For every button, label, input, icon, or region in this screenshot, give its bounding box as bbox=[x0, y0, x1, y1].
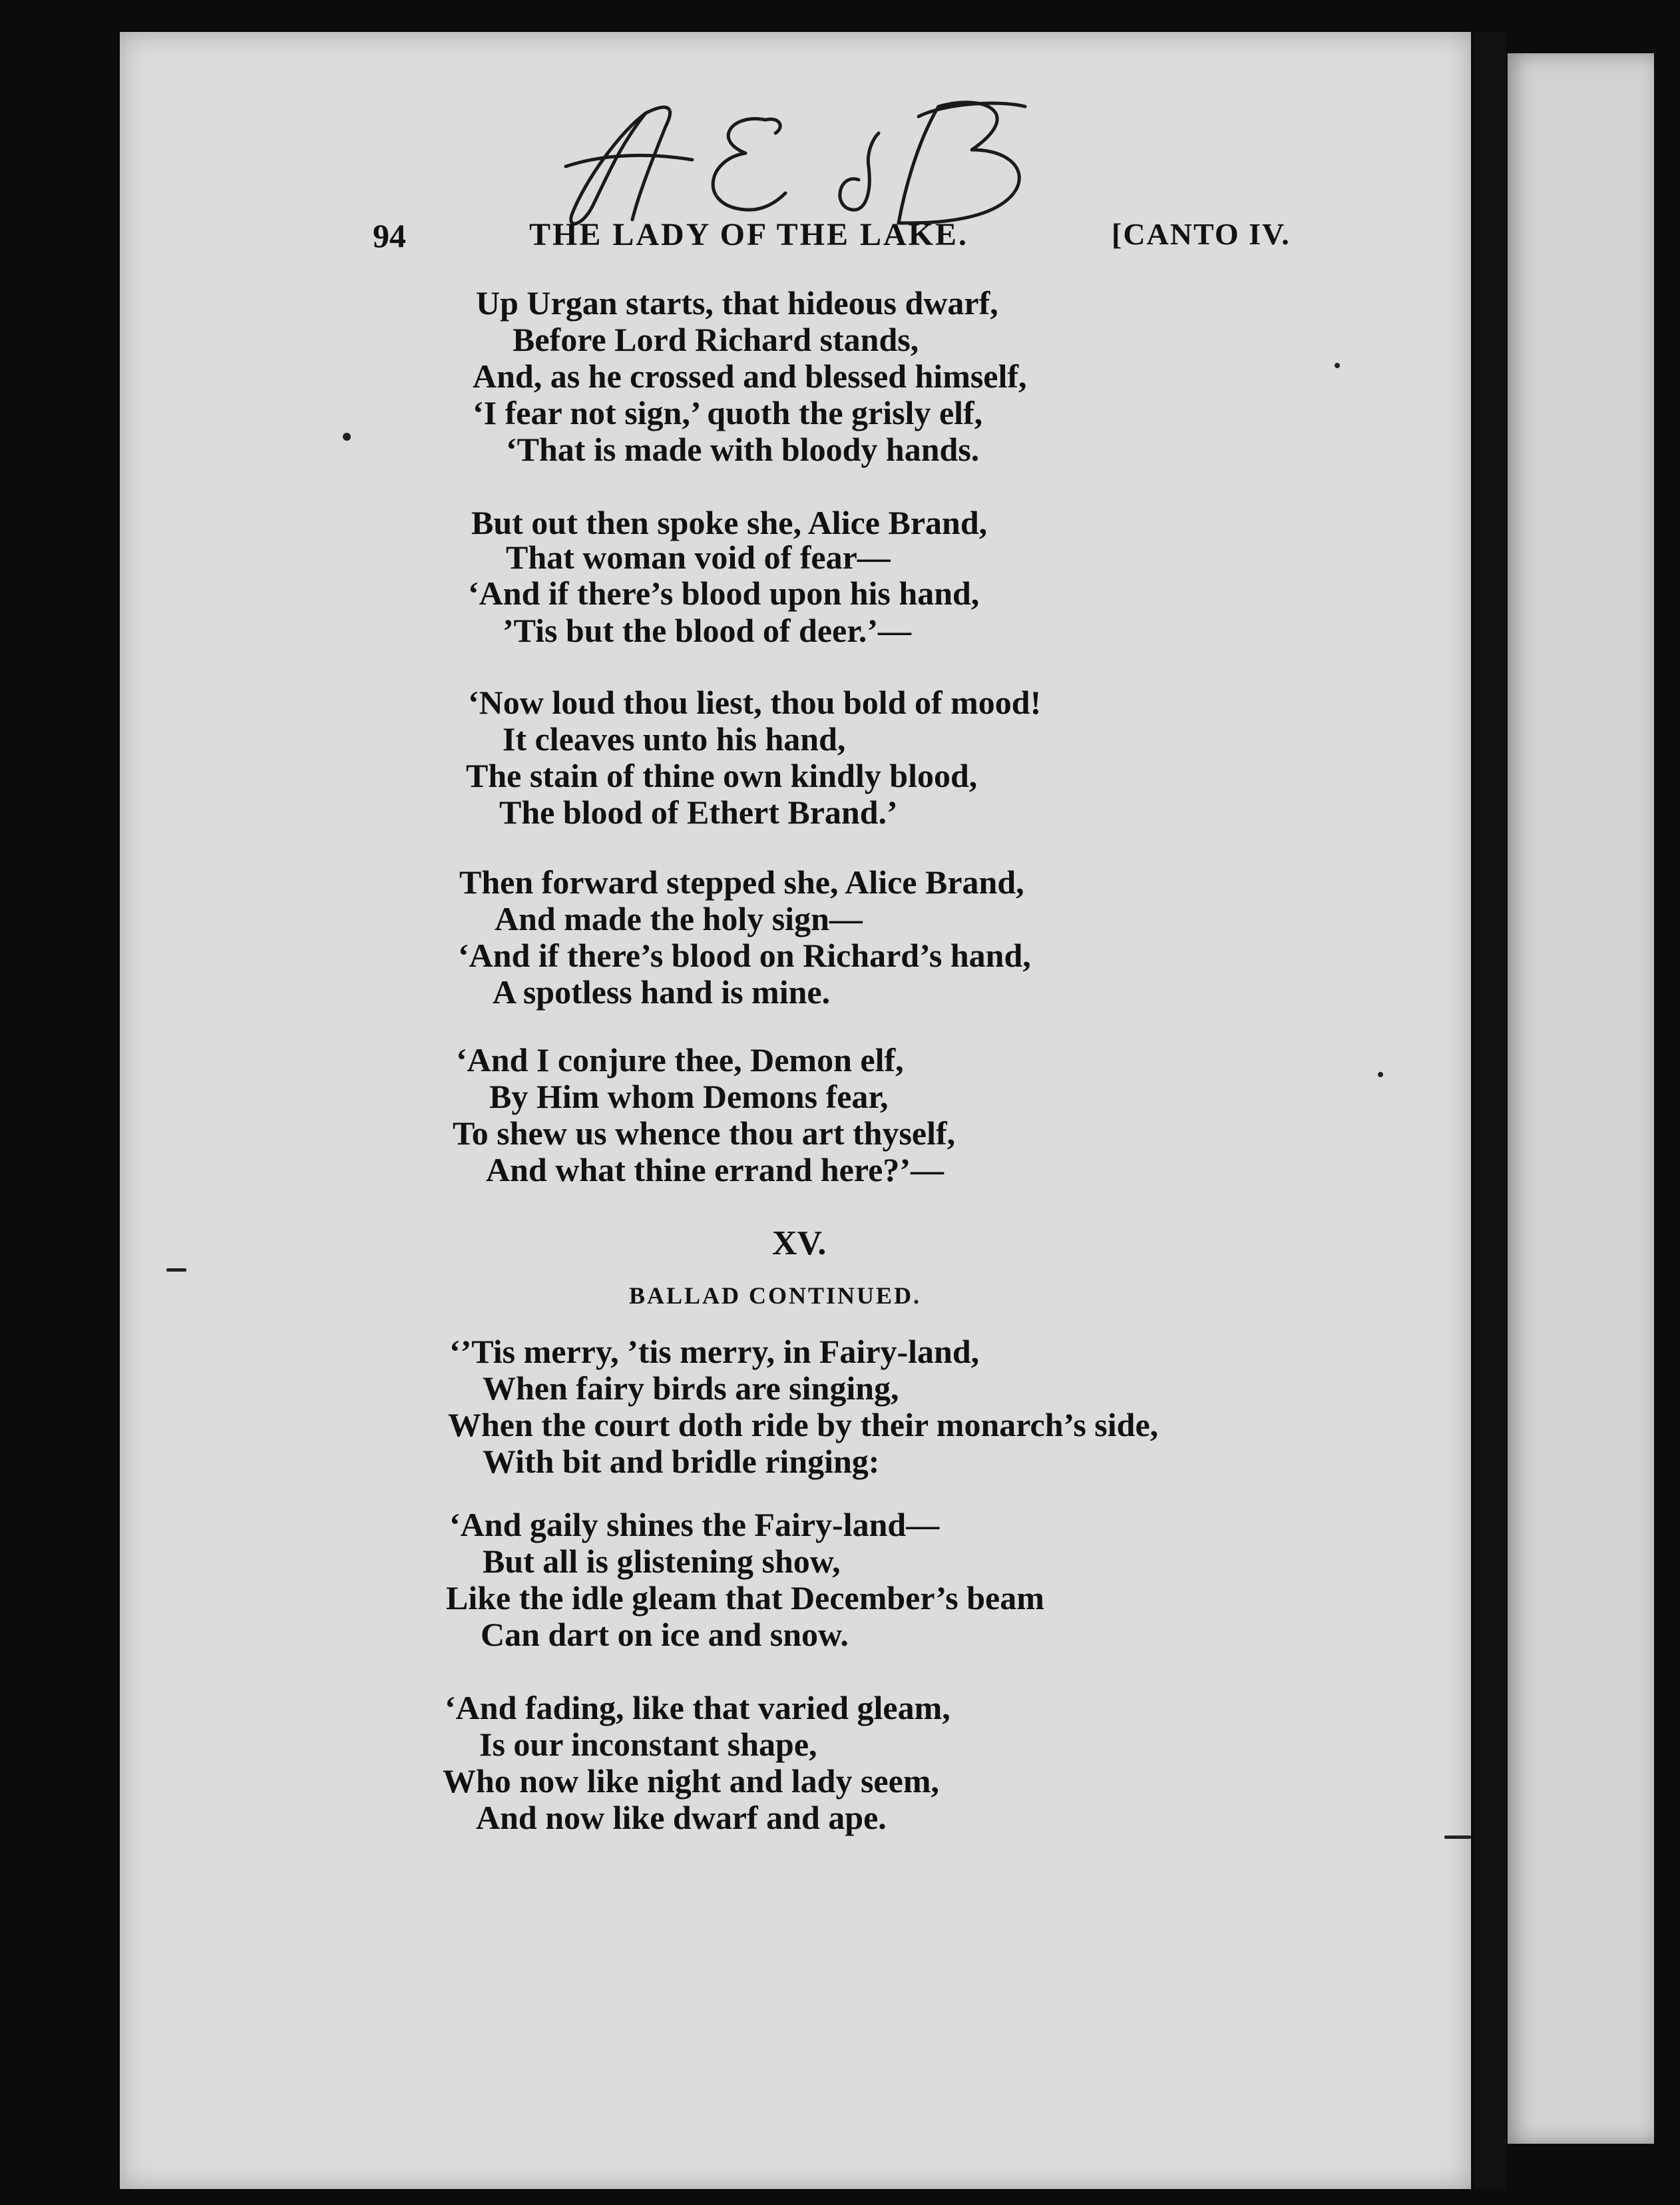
verse-line: Then forward stepped she, Alice Brand, bbox=[459, 863, 1024, 901]
canto-label: [CANTO IV. bbox=[1112, 217, 1291, 251]
verse-line: ‘I fear not sign,’ quoth the grisly elf, bbox=[473, 394, 983, 431]
book-gutter bbox=[1474, 32, 1506, 2189]
verse-line: And what thine errand here?’— bbox=[486, 1151, 944, 1188]
verse-line: Like the idle gleam that December’s beam bbox=[446, 1579, 1044, 1616]
scan-speck bbox=[1335, 363, 1340, 368]
verse-line: When the court doth ride by their monarch’s side, bbox=[448, 1406, 1159, 1443]
verse-line: ‘Now loud thou liest, thou bold of mood! bbox=[468, 684, 1042, 721]
verse-line: ‘’Tis merry, ’tis merry, in Fairy-land, bbox=[449, 1333, 980, 1370]
page-header bbox=[0, 216, 1680, 263]
verse-line: ‘And if there’s blood on Richard’s hand, bbox=[458, 937, 1031, 974]
section-number: XV. bbox=[772, 1224, 827, 1262]
verse-line: When fairy birds are singing, bbox=[483, 1369, 899, 1407]
verse-line: And made the holy sign— bbox=[495, 900, 863, 937]
verse-line: ‘And if there’s blood upon his hand, bbox=[468, 575, 980, 612]
verse-line: The stain of thine own kindly blood, bbox=[466, 757, 978, 794]
verse-line: A spotless hand is mine. bbox=[493, 973, 831, 1011]
verse-line: ‘And gaily shines the Fairy-land— bbox=[449, 1506, 940, 1543]
running-title: THE LADY OF THE LAKE. bbox=[529, 217, 968, 252]
section-title: BALLAD CONTINUED. bbox=[629, 1282, 922, 1309]
verse-line: With bit and bridle ringing: bbox=[483, 1443, 880, 1480]
scan-speck bbox=[343, 433, 351, 441]
verse-line: The blood of Ethert Brand.’ bbox=[499, 794, 898, 831]
verse-line: To shew us whence thou art thyself, bbox=[453, 1114, 956, 1152]
scan-speck bbox=[1444, 1836, 1471, 1839]
verse-line: And now like dwarf and ape. bbox=[476, 1799, 887, 1836]
scan-speck bbox=[166, 1268, 186, 1272]
verse-line: Can dart on ice and snow. bbox=[481, 1616, 849, 1653]
verse-line: ‘And I conjure thee, Demon elf, bbox=[456, 1041, 904, 1079]
verse-line: That woman void of fear— bbox=[506, 539, 891, 576]
handwritten-monogram bbox=[546, 87, 1065, 233]
verse-line: It cleaves unto his hand, bbox=[503, 720, 846, 758]
verse-line: And, as he crossed and blessed himself, bbox=[473, 358, 1027, 395]
verse-line: But out then spoke she, Alice Brand, bbox=[471, 504, 988, 541]
facing-page-edge bbox=[1508, 53, 1654, 2144]
verse-line: Up Urgan starts, that hideous dwarf, bbox=[476, 284, 998, 322]
verse-line: ‘And fading, like that varied gleam, bbox=[445, 1689, 950, 1726]
verse-line: By Him whom Demons fear, bbox=[489, 1078, 889, 1115]
verse-line: ‘That is made with bloody hands. bbox=[506, 431, 980, 468]
verse-line: Who now like night and lady seem, bbox=[443, 1762, 939, 1800]
verse-line: Is our inconstant shape, bbox=[479, 1726, 817, 1763]
verse-line: But all is glistening show, bbox=[483, 1543, 841, 1580]
verse-line: Before Lord Richard stands, bbox=[513, 321, 919, 358]
verse-line: ’Tis but the blood of deer.’— bbox=[503, 612, 911, 649]
page-number: 94 bbox=[373, 217, 406, 254]
scan-speck bbox=[1378, 1072, 1383, 1077]
